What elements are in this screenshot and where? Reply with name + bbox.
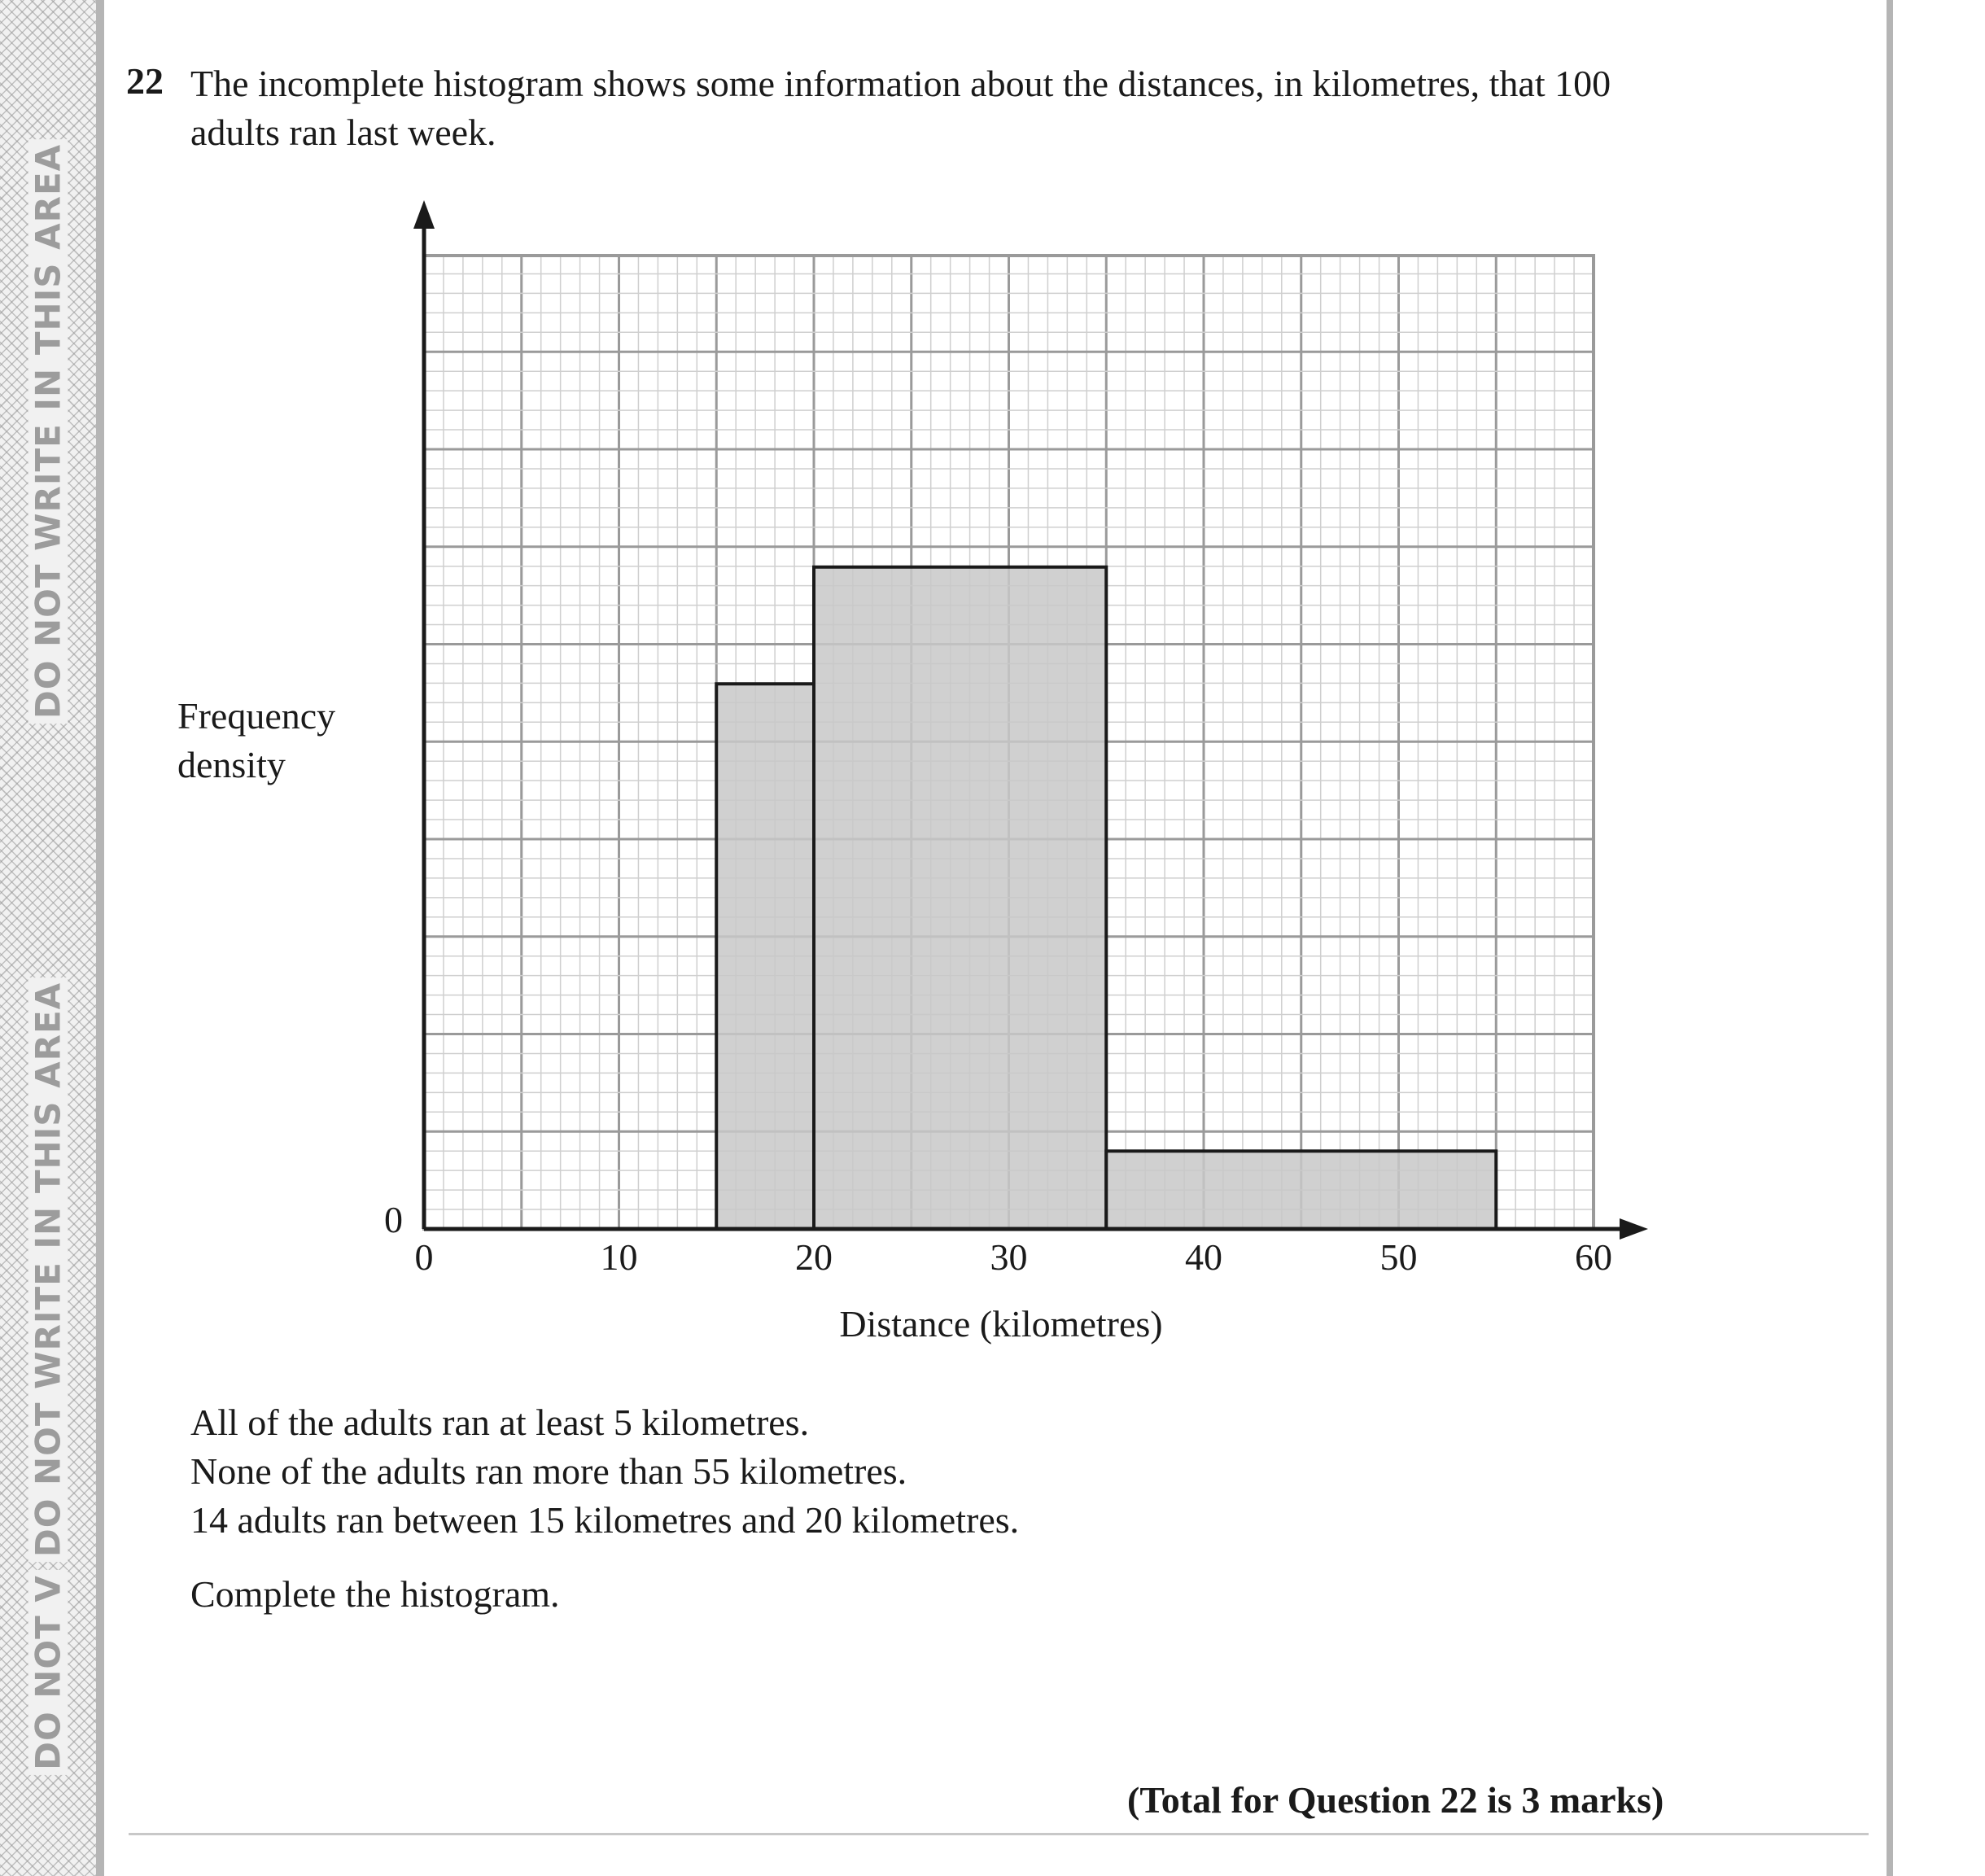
bottom-rule [129, 1833, 1869, 1835]
question-number: 22 [126, 60, 164, 102]
x-axis-arrow [1620, 1218, 1648, 1240]
x-tick-label: 0 [414, 1236, 434, 1278]
y-axis-zero-label: 0 [384, 1199, 403, 1240]
x-tick-label: 60 [1575, 1236, 1612, 1278]
margin-warning-bottom: DO NOT V [28, 1570, 68, 1775]
x-axis-label: Distance (kilometres) [839, 1303, 1163, 1345]
histogram-bar [1106, 1151, 1496, 1229]
x-tick-label: 50 [1379, 1236, 1418, 1278]
info-line: 14 adults ran between 15 kilometres and 20 kilometres. [190, 1499, 1020, 1541]
question-info [190, 1398, 1019, 1545]
x-tick-label: 30 [990, 1236, 1028, 1278]
y-axis-arrow [413, 200, 435, 229]
question-text: The incomplete histogram shows some information about the distances, in kilometres, that 100 adults ran last week. [190, 63, 1611, 153]
info-line: All of the adults ran at least 5 kilometres. [190, 1402, 810, 1443]
margin-warning-top: DO NOT WRITE IN THIS AREA [28, 139, 68, 724]
x-tick-label: 20 [795, 1236, 833, 1278]
margin-warning-middle: DO NOT WRITE IN THIS AREA [28, 977, 68, 1562]
y-axis-label: Frequency density [177, 695, 336, 785]
histogram-bar [716, 684, 814, 1229]
question-total-marks: (Total for Question 22 is 3 marks) [1127, 1779, 1664, 1821]
question-instruction: Complete the histogram. [190, 1573, 560, 1615]
info-line: None of the adults ran more than 55 kilometres. [190, 1450, 907, 1492]
x-tick-label: 10 [600, 1236, 638, 1278]
histogram-bar [814, 567, 1106, 1229]
x-tick-label: 40 [1185, 1236, 1222, 1278]
